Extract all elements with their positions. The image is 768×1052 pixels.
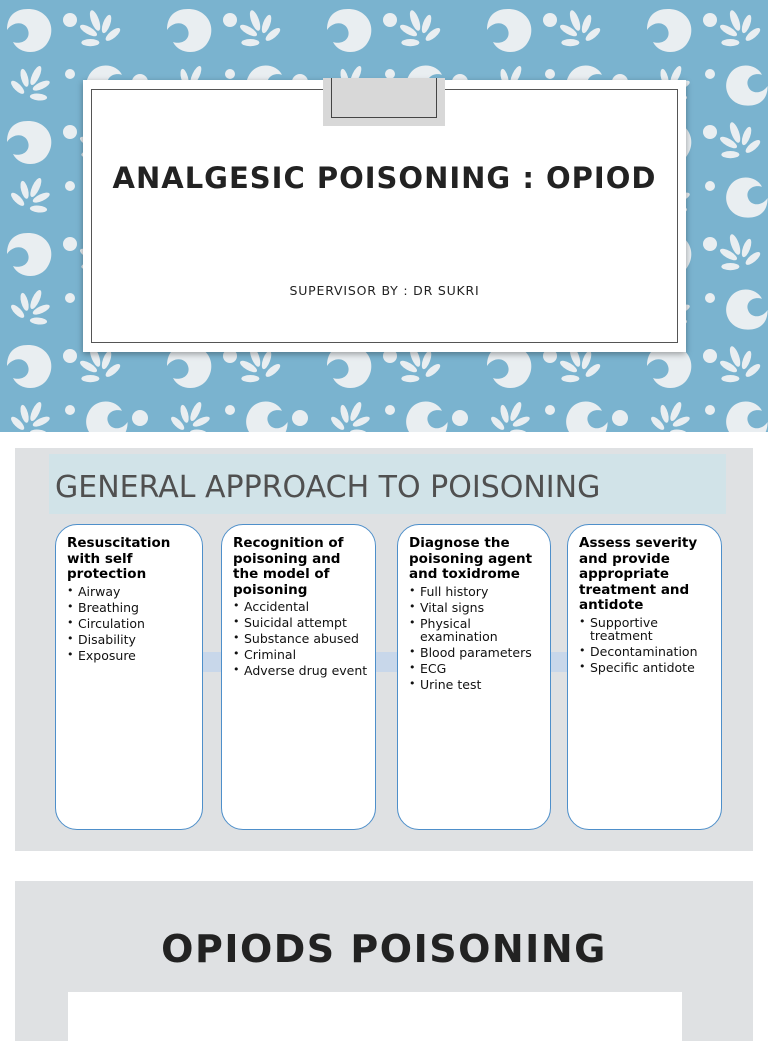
- list-item: • Specific antidote: [579, 661, 715, 674]
- list-item: • Supportive treatment: [579, 616, 715, 642]
- step-card-diagnose: [397, 524, 551, 830]
- title-card-frame: [91, 89, 678, 343]
- list-item: • Breathing: [67, 601, 196, 614]
- list-item: • Circulation: [67, 617, 196, 630]
- list-item: • Exposure: [67, 649, 196, 662]
- step-title: Assess severity and provide appropriate treatment and antidote: [579, 535, 698, 613]
- list-item: • Blood parameters: [409, 646, 544, 659]
- slide-title: OPIODS POISONING: [161, 927, 607, 971]
- step-card-resuscitation: [55, 524, 203, 830]
- presentation-title: ANALGESIC POISONING : OPIOD: [112, 161, 657, 195]
- list-item: • Substance abused: [233, 632, 369, 645]
- list-item: • Suicidal attempt: [233, 616, 369, 629]
- step-card-assess-severity: [567, 524, 722, 830]
- list-item: • Vital signs: [409, 601, 544, 614]
- list-item: • Criminal: [233, 648, 369, 661]
- opiods-poisoning-slide: [15, 881, 753, 1041]
- list-item: • Urine test: [409, 678, 544, 691]
- content-box: [68, 992, 682, 1052]
- slide-title: GENERAL APPROACH TO POISONING: [55, 470, 601, 505]
- supervisor-subtitle: SUPERVISOR BY : DR SUKRI: [289, 283, 480, 298]
- list-item: • Adverse drug event: [233, 664, 369, 677]
- title-card-tab-frame: [331, 78, 437, 118]
- step-list: [67, 585, 196, 662]
- list-item: • Decontamination: [579, 645, 715, 658]
- list-item: • Disability: [67, 633, 196, 646]
- list-item: • Full history: [409, 585, 544, 598]
- step-card-recognition: [221, 524, 376, 830]
- step-title: Resuscitation with self protection: [67, 535, 171, 582]
- title-card: [83, 80, 686, 352]
- title-slide: [0, 0, 768, 432]
- general-approach-slide: [15, 448, 753, 851]
- step-list: [579, 616, 715, 674]
- step-list: [233, 600, 369, 677]
- list-item: • Airway: [67, 585, 196, 598]
- slide-title-bar: [49, 454, 726, 514]
- step-title: Recognition of poisoning and the model of poisoning: [233, 535, 344, 598]
- list-item: • Accidental: [233, 600, 369, 613]
- list-item: • ECG: [409, 662, 544, 675]
- list-item: • Physical examination: [409, 617, 544, 643]
- step-title: Diagnose the poisoning agent and toxidrome: [409, 535, 533, 582]
- step-list: [409, 585, 544, 691]
- title-card-tab: [323, 78, 445, 126]
